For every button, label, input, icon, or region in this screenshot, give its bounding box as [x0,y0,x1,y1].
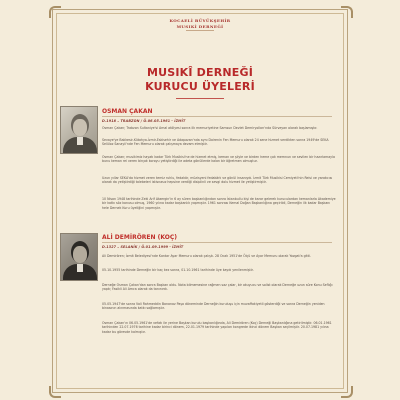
member-bio-paragraph: 05.10.1955 tarihinde Derneğin bir kaç kez sonra, 01.10.1961 tarihinde üye kaydı yenilenmiştir. [102,268,254,272]
page-title-line2: KURUCU ÜYELERİ [145,80,255,93]
member-bio-paragraph: Osman Çakan'ın 06.05.1961'de vefatı ile yerine Başkan kurulu başkanlığında, Ali Demirören (Koç) Derneği Başkanlığına getirilmiştir. 06.01.1961 tarihinden 22.07.1976 tarihine kadar birinci dönem, 22.01.1979 tarihinde yapılan kongrede ikinci dönem Başkan seçilmiştir. 20.07.1981 yılına kadar bu görevde kalmıştır. [102,321,332,334]
corner-ornament [341,6,353,18]
member-bio-paragraph: 05.05.1947'de sonra Vali Rahmeddin Bananaz Paşa döneminde Derneğin kuruluşu için muvaffakiyetli gösterdiği ve sonra Derneğin yeniden binasının alınmasında katkı sağlamıştır. [102,302,325,311]
member-dates: D.1327 – SELANİK / Ö.01.09.1999 - İZMİT [102,245,184,249]
org-name-line1: KOCAELİ BÜYÜKŞEHİR [169,18,231,23]
member-portrait-ali-demiroren [60,233,98,281]
corner-ornament [341,386,353,398]
member-name-divider [102,116,332,117]
member-bio-paragraph: Ali Demirören; İzmit Belediyesi'nde Kantar Ayar Memuru olarak çalıştı. 28 Ocak 1951'de Ölçü ve Ayar Memuru olarak Yozgat'a gitti. [102,254,311,258]
member-portrait-osman-cakan [60,106,98,154]
header-divider [186,30,214,31]
member-bio-paragraph: Derneğe Osman Çakan'dan sonra Başkan oldu. Nota bilmemesine rağmen saz çalar, bir okuyucu ve solist olarak Derneğe uzun süre Konu Seflığı yaptı; Fasikli Ali Amca olarak da tanınırdı. [102,283,333,292]
member-name: ALİ DEMİRÖREN (KOÇ) [102,234,177,241]
org-name-line2: MUSIKİ DERNEĞİ [176,24,224,29]
member-name-divider [102,242,332,243]
member-name: OSMAN ÇAKAN [102,108,153,115]
member-bio-paragraph: Sevaye'ye Balıkesir-Kütahya-İzmir-Eskisehir ve Adapazarı'nda aynı Dairenin Fen Memuru olarak 24 sene hizmet verdikten sonra 1949'de SEKA Selüloz Sanayii'nde Fen Memuru olarak çalışmaya devam etmiştir. [102,138,329,147]
corner-ornament [49,386,61,398]
member-bio-paragraph: 10 Nisan 1948 tarihinde Zeki Arif Ataergin'in 6 ay süren başkanlığından sonra İstanbullu kişi de karar gelerek kuruculardan kemanlarla Akademiye bir katkı söz konusu olmuş, 1960 yılına kadar başkanlık yapmıştır. 1961 sonrası Kemal Doğan Başkanlığına geçirildi, Derneğin ilk kadar Başkanı hele Dernek Kuru üyeliğini yapmıştır. [102,197,336,210]
corner-ornament [49,6,61,18]
title-divider [176,98,224,99]
member-dates: D.1918 – TRABZON / Ö.06.05.1961 - İZMİT [102,119,186,123]
page-title-line1: MUSIKÎ DERNEĞİ [146,66,254,79]
member-bio-paragraph: Uzun yıllar SEKA'da hizmet veren temiz ruhlu, fedakâr, müzisyeni fedakârlı ve gönül insanıydı. İzmit Türk Musikisi Cemiyeti'nin Reisi ve yaratıcısı olarak da yetiştirdiği talebeleri istisnasız hepsine verdiği disiplinli ve sevgi dolu hizmet ile yetiştirmiştir. [102,176,333,185]
member-bio-paragraph: Osman Çakan; musikimiz hayatı kadar Türk Musikisi'ne de hizmet etmiş, keman ve şiiyle ve birden heme çok memnun ve sevilen bir hazırlamayla bunu keman rei veren birçok koroyu yetiştirdiği ile adeta gönüllerde kalan bir öğretmen olmuştur. [102,155,335,164]
member-bio-paragraph: Osman Çakan; Trabzon Sultaniye'si Amal atölyesi sonra ilk memuriyetine Samsun Devlet Demiryolları'nda Sürveyan olarak başlamıştır. [102,126,318,130]
